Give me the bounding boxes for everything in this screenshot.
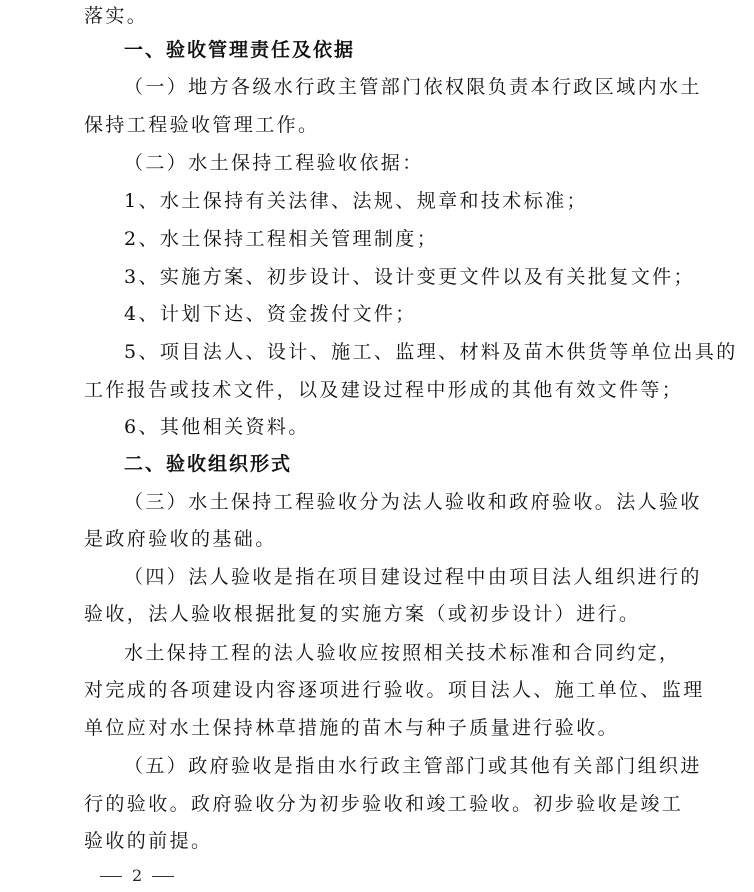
body-text-line: 对完成的各项建设内容逐项进行验收。项目法人、施工单位、监理 [84, 679, 705, 701]
body-text-line: （一）地方各级水行政主管部门依权限负责本行政区域内水土 [124, 76, 702, 98]
list-item: 3、实施方案、初步设计、设计变更文件以及有关批复文件； [124, 266, 695, 288]
body-text-line: 工作报告或技术文件，以及建设过程中形成的其他有效文件等； [84, 379, 684, 401]
page-number [100, 866, 174, 886]
body-text-line: 保持工程验收管理工作。 [84, 114, 320, 136]
section-heading: 二、验收组织形式 [124, 453, 293, 475]
body-text-line: 是政府验收的基础。 [84, 528, 277, 550]
list-item: 6、其他相关资料。 [124, 416, 310, 438]
dash-right [152, 876, 174, 877]
body-text-line: （三）水土保持工程验收分为法人验收和政府验收。法人验收 [124, 491, 702, 513]
body-text-line: 验收的前提。 [84, 830, 213, 852]
body-text-line: （四）法人验收是指在项目建设过程中由项目法人组织进行的 [124, 566, 702, 588]
body-text-line: 水土保持工程的法人验收应按照相关技术标准和合同约定， [124, 642, 681, 664]
body-text-line: 落实。 [84, 5, 149, 27]
dash-left [100, 876, 122, 877]
list-item: 4、计划下达、资金拨付文件； [124, 303, 417, 325]
list-item: 5、项目法人、设计、施工、监理、材料及苗木供货等单位出具的 [124, 341, 738, 363]
body-text-line: 行的验收。政府验收分为初步验收和竣工验收。初步验收是竣工 [84, 793, 684, 815]
list-item: 2、水土保持工程相关管理制度； [124, 228, 439, 250]
section-heading: 一、验收管理责任及依据 [124, 39, 356, 61]
page-number-value: 2 [132, 866, 143, 885]
list-item: 1、水土保持有关法律、法规、规章和技术标准； [124, 190, 588, 212]
body-text-line: 单位应对水土保持林草措施的苗木与种子质量进行验收。 [84, 717, 620, 739]
body-text-line: （五）政府验收是指由水行政主管部门或其他有关部门组织进 [124, 755, 702, 777]
body-text-line: 验收，法人验收根据批复的实施方案（或初步设计）进行。 [84, 603, 641, 625]
body-text-line: （二）水土保持工程验收依据： [124, 152, 424, 174]
